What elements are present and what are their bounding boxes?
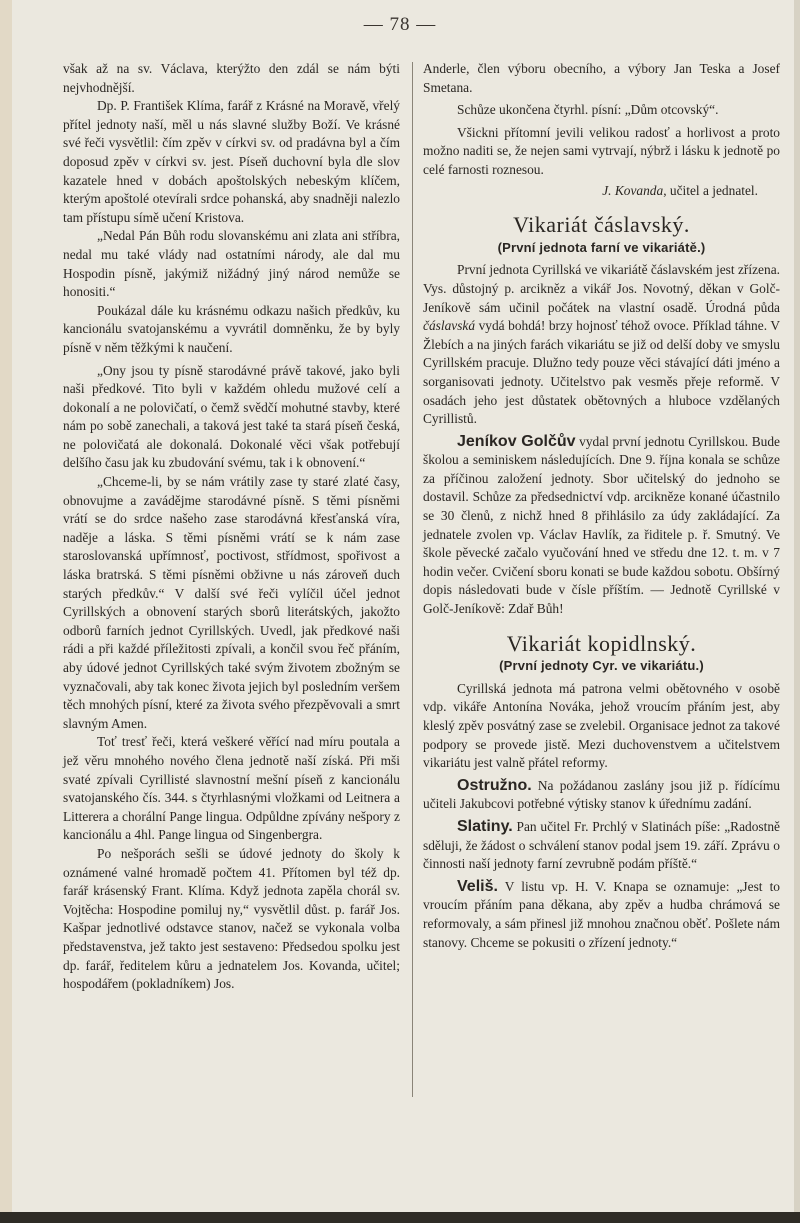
right-column: [423, 60, 780, 952]
entry: [423, 777, 780, 814]
page-number: — 78 —: [363, 14, 437, 35]
signature-name: J. Kovanda: [602, 182, 664, 198]
left-column: [63, 60, 400, 994]
entry: [423, 878, 780, 952]
quote-paragraph: „Chceme-li, by se nám vrátily zase ty staré zlaté časy, obnovujme a zaváděјme starodávné písně. S těmi písněmi vrátí se do srdce našeho zase starodávná křesťanská víra, naděje a láska. S těmi písněmi vrátí se k nám zase staroslovanská upřímnosť, poctivost, střídmost, spořivost a láska bratrská. S těmi písněmi obživne u nás zároveň duch starých předkův.“ V další své řeči vylíčil účel jednot Cyrillských a obnovení starých sborů literátských, jakožto odborů farních jednot Cyrillských. Uvedl, jak předkové naši rádi a při každé příležitosti zpívali, a končil svou řeč přáním, aby údové jednot Cyrillských také svým životem zbožným se vyznačovali, aby tak konec života jejich byl posledním veršem těch mnohých písní, které za života svého přezpěvovali a smrt slavným Amen.: [63, 474, 400, 731]
paragraph: Po nešporách sešli se údové jednoty do školy k oznámené valné hromadě počtem 41. Přítomen byl též dp. farář krásenský Frant. Klíma. Když jednota zapěla chorál sv. Vojtěcha: Hospodine pomiluj ny,“ vysvětlil důst. p. farář Jos. Kašpar jednotlivé odstavce stanov, načež se vykonala volba představenstva, jež takto jest sestaveno: Předsedou spolku jest dp. farář, ředitelem kůru a jednatelem Jos. Kovanda, učitel; hospodářem (pokladníkem) Jos.: [63, 845, 400, 992]
entry: [423, 433, 780, 619]
column-divider: [412, 62, 413, 1097]
signature-role: , učitel a jednatel.: [663, 182, 758, 198]
text-run: První jednota Cyrillská ve vikariátě čáslavském jest zřízena. Vys. důstojný p. arcikněz a vikář Jos. Novotný, děkan v Golč-Jeníkově sám učinil počátek na vlastní osadě. Úrodná půda: [423, 262, 780, 315]
quote-paragraph: „Nedal Pán Bůh rodu slovanskému ani zlata ani stříbra, nedal mu také vlády nad ostatními národy, ale dal mu Hospodin písně, jakýmiž nižádný jiný národ nemůže se honositi.“: [63, 228, 400, 300]
page-edge-right: [794, 0, 800, 1212]
section-title: Vikariát čáslavský.: [513, 212, 690, 238]
place-name: Veliš.: [457, 877, 498, 895]
section-subtitle: (První jednota farní ve vikariátě.): [497, 239, 706, 255]
entry-text: Pan učitel Fr. Prchlý v Slatinách píše: „Radostně sděluji, že žádost o schválení stanov podal jsem 19. září. Zprávu o činnosti naší jednoty farní zevrubně podám příště.“: [423, 818, 780, 872]
section-title: Vikariát kopidlnský.: [506, 630, 697, 656]
entry-text: Na požádanou zaslány jsou již p. řídícímu učiteli Jakubcovi potřebné výtisky stanov k úřednímu zadání.: [423, 777, 780, 812]
signature: [423, 182, 780, 201]
place-name: Jeníkov Golčův: [457, 432, 576, 450]
scan-bottom-edge: [0, 1212, 800, 1223]
paragraph: Všickni přítomní jevili velikou radosť a horlivost a proto možno naditi se, že nejen sami vytrvají, nýbrž i lásku k jednotě po celé farnosti roznesou.: [423, 124, 780, 177]
paragraph: [423, 261, 780, 428]
place-name: Ostružno.: [457, 776, 532, 794]
page-edge-left: [0, 0, 12, 1212]
paragraph: Dp. P. František Klíma, farář z Krásné na Moravě, vřelý přítel jednoty naší, měl u nás slavné služby Boží. Ve krásné své řeči vysvětlil: čím zpěv v církvi sv. od pradávna byl a čím doposud zpěv v církvi sv. jest. Píseň duchovní byla dle slov kazatele hned v dobách apoštolských nebeským klíčem, kterým apoštolé otevírali srdce pohanská, aby snadněji nalezlo tam přístupu símě učení Kristova.: [63, 98, 400, 225]
text-run: vydá bohdá! brzy hojnosť téhož ovoce. Příklad táhne. V Žlebích a na jiných farách vikariátu se již od delší doby ve smyslu Cyrillském pracuje. Dlužno tedy pouze věci stávající dáti jméno a sorganisovati jednoty. Učitelstvo pak vesměs přeje reformě. V osadách jeho jest důstatek obětovných a hluboce vzdělaných Cyrillistů.: [423, 318, 780, 427]
quote-paragraph: „Ony jsou ty písně starodávné právě takové, jako byli naši předkové. Tito byli v každém ohledu mužové celí a dokonalí a ne polovičatí, o čemž svědčí mohutné stavby, které nám po sobě zanechali, a taková jest také ta stará píseň česká, ne polovičatá ale dokonalá. Dokonalé věci však potřebují delšího času jak ku zbudování svému, tak i k obnovení.“: [63, 362, 400, 471]
paragraph: však až na sv. Václava, kterýžto den zdál se nám býti nejvhodnější.: [63, 61, 400, 95]
paragraph: Toť tresť řeči, která veškeré věřící nad míru poutala a jež věru mnohého nového člena jednotě naší získá. Při mši svaté zpívali Cyrillisté slavnostní mešní píseň z kancionálu svatojanského čís. 344. s čtyrhlasnými vložkami od Leitnera a Litterera a chorální Pange lingua. Odpůldne zpívány nešpory z kancionálu a 4hl. Pange lingua od Singenbergra.: [63, 734, 400, 843]
entry: [423, 818, 780, 874]
place-name: Slatiny.: [457, 817, 513, 835]
paragraph: Cyrillská jednota má patrona velmi obětovného v osobě vdp. vikáře Antonína Nováka, jehož vroucím přáním jest, aby kleslý zpěv posvátný zase se zvelebil. Organisace jednot za takové podpory se provede jistě. Mezi duchovenstvem a učitelstvem vikariátu jest valně přátel reformy.: [423, 680, 780, 771]
entry-text: V listu vp. H. V. Knapa se oznamuje: „Jest to vroucím přáním pana děkana, aby zpěv a hudba chrámová se reformovaly, a sám přinesl již mnohou značnou oběť. Pošlete nám stanovy. Chceme se pokusiti o zřízení jednoty.“: [423, 878, 780, 950]
section-subtitle: (První jednoty Cyr. ve vikariátu.): [499, 658, 704, 674]
paragraph: Schůze ukončena čtyrhl. písní: „Dům otcovský“.: [457, 102, 719, 118]
paragraph: Anderle, člen výboru obecního, a výbory Jan Teska a Josef Smetana.: [423, 61, 780, 95]
emphasis: čáslavská: [423, 318, 476, 334]
paragraph: Poukázal dále ku krásnému odkazu našich předkův, ku kancionálu svatojanskému a vyvrátil domněnku, že by byly písně v něm těžkými k naučení.: [63, 302, 400, 355]
entry-text: vydal první jednotu Cyrillskou. Bude školou a seminiskem následujících. Dne 9. října konala se schůze za příčinou založení jednoty. Sbor učitelský do jednoho se dostavil. Schůze za předsednictví vdp. arcikněze konané účastnilo se 30 členů, z nichž hned 8 přihlásilo za údy zakládající. Za jednatele zvolen vp. Václav Havlík, za řiditele p. ř. Smutný. Ve škole pěvecké začalo vyučování hned ve středu dne 12. t. m. v 7 hodin večer. Cvičení sboru konati se bude každou sobotu. Obšírný dopis následovati bude v čísle příštím. — Jednotě Cyrillské v Golč-Jeníkově: Zdař Bůh!: [423, 433, 781, 617]
